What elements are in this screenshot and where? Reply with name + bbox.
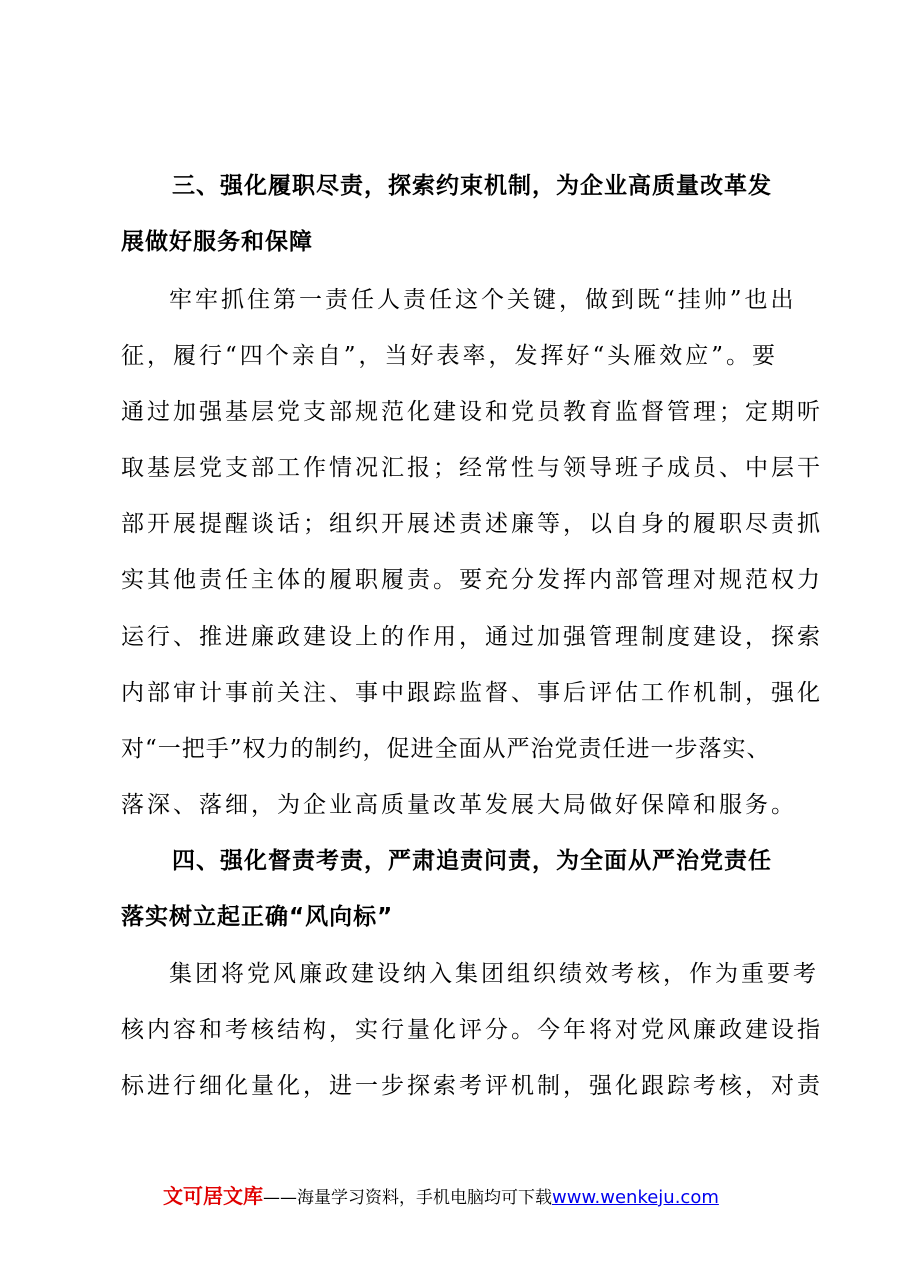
- footer-link[interactable]: www.wenkeju.com: [552, 1187, 719, 1208]
- section-4-heading-line-2: 落实树立起正确“风向标”: [121, 904, 394, 930]
- section-3-heading-line-2: 展做好服务和保障: [121, 229, 313, 255]
- paragraph-line: 牢牢抓住第一责任人责任这个关键，做到既“挂帅”也出: [169, 287, 797, 313]
- paragraph-line: 集团将党风廉政建设纳入集团组织绩效考核，作为重要考: [169, 961, 819, 987]
- paragraph-line: 核内容和考核结构，实行量化评分。今年将对党风廉政建设指: [121, 1017, 823, 1043]
- paragraph-line: 征，履行“四个亲自”，当好表率，发挥好“头雁效应”。要: [121, 343, 779, 369]
- paragraph-line: 落深、落细，为企业高质量改革发展大局做好保障和服务。: [121, 792, 797, 818]
- paragraph-line: 通过加强基层党支部规范化建设和党员教育监督管理；定期听: [121, 399, 823, 425]
- paragraph-line: 运行、推进廉政建设上的作用，通过加强管理制度建设，探索: [121, 624, 823, 650]
- paragraph-line: 实其他责任主体的履职履责。要充分发挥内部管理对规范权力: [121, 567, 823, 593]
- section-3-heading-line-1: 三、强化履职尽责，探索约束机制，为企业高质量改革发: [172, 173, 772, 199]
- paragraph-line: 标进行细化量化，进一步探索考评机制，强化跟踪考核，对责: [121, 1073, 823, 1099]
- page-footer: [163, 1184, 719, 1210]
- paragraph-line: 内部审计事前关注、事中跟踪监督、事后评估工作机制，强化: [121, 680, 823, 706]
- section-4-heading-line-1: 四、强化督责考责，严肃追责问责，为全面从严治党责任: [172, 848, 772, 874]
- footer-tagline: ——海量学习资料，手机电脑均可下载: [263, 1188, 552, 1208]
- footer-brand: 文可居文库: [163, 1184, 263, 1208]
- paragraph-line: 部开展提醒谈话；组织开展述责述廉等，以自身的履职尽责抓: [121, 511, 823, 537]
- paragraph-line: 对“一把手”权力的制约，促进全面从严治党责任进一步落实、: [121, 736, 771, 762]
- paragraph-line: 取基层党支部工作情况汇报；经常性与领导班子成员、中层干: [121, 455, 823, 481]
